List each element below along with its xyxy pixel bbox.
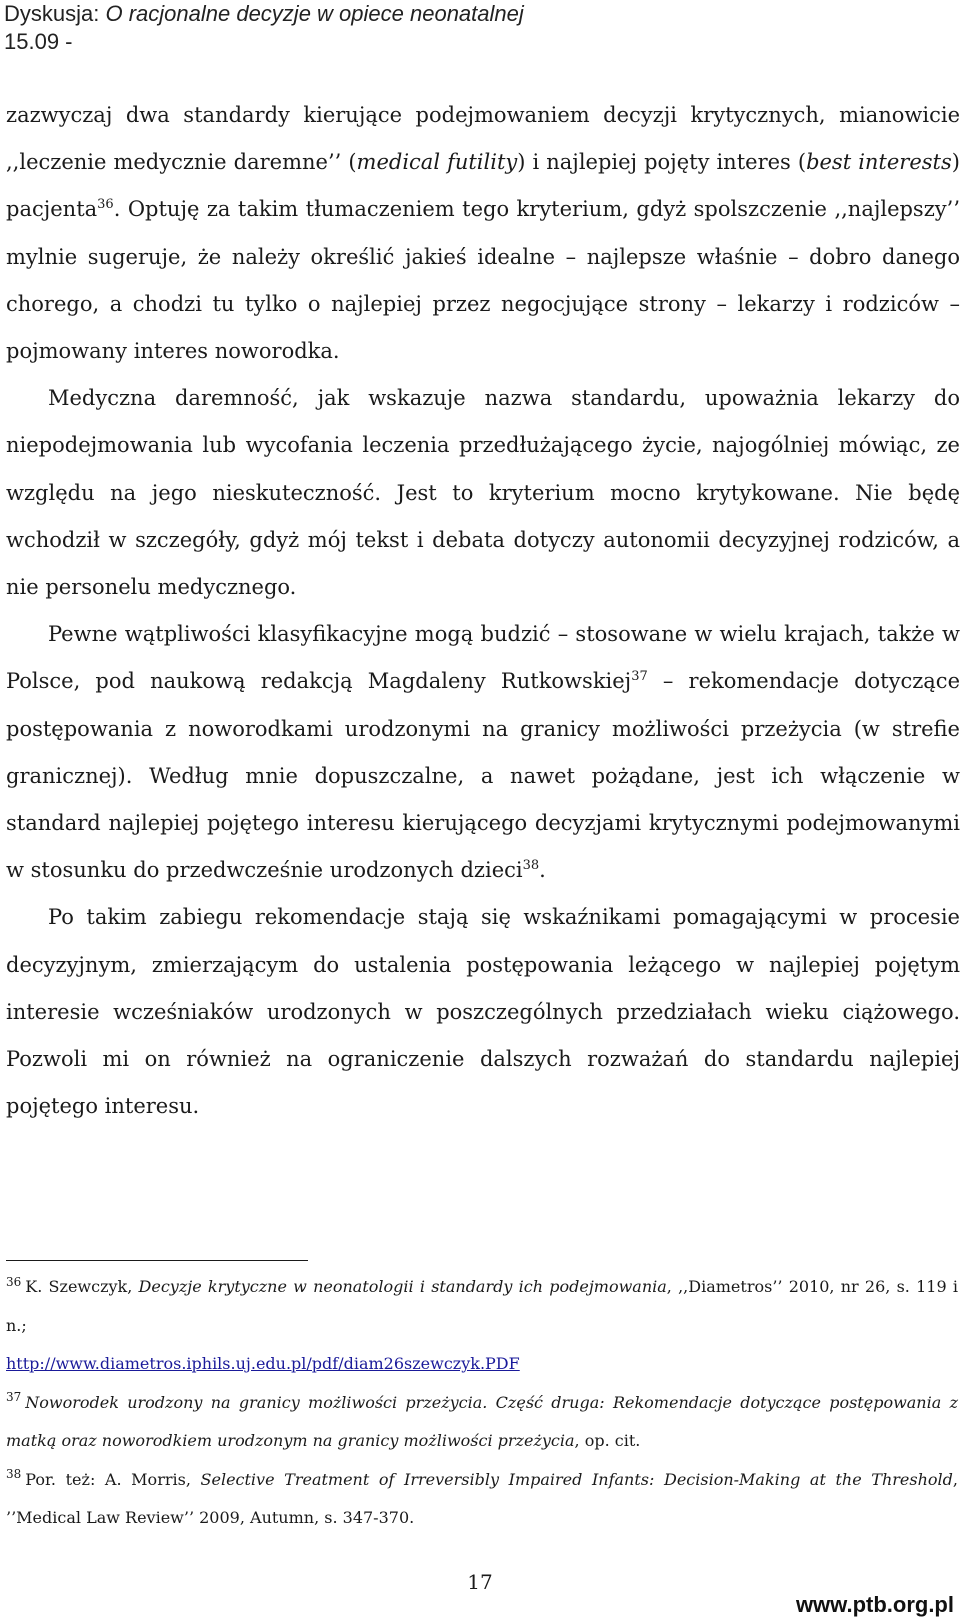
text-run: Por. też: A. Morris, — [25, 1469, 201, 1489]
footnote-number: 36 — [6, 1274, 22, 1289]
header-date: 15.09 - — [4, 29, 73, 54]
header-title-line — [4, 0, 524, 28]
page-header — [4, 0, 524, 56]
text-run-italic: medical futility — [356, 150, 518, 175]
footnote-ref-37[interactable]: 37 — [631, 669, 648, 685]
text-run: . — [539, 858, 546, 883]
paragraph-1 — [6, 92, 960, 375]
text-run: Pewne wątpliwości klasyfikacyjne mogą budzić – stosowane w wielu krajach, także w Polsce, pod naukową redakcją Magdaleny Rutkowskiej — [6, 622, 960, 694]
text-run: zazwyczaj dwa standardy kierujące podejmowaniem decyzji krytycznych, mianowicie ,,leczenie medycznie daremne’’ ( — [6, 103, 960, 175]
paragraph-4: Po takim zabiegu rekomendacje stają się wskaźnikami pomagającymi w procesie decyzyjnym, zmierzającym do ustalenia postępowania leżącego w najlepiej pojętym interesie wcześniaków urodzonych w poszczególnych przedziałach wieku ciążowego. Pozwoli mi on również na ograniczenie dalszych rozważań do standardu najlepiej pojętego interesu. — [6, 905, 960, 1119]
footnote-number: 38 — [6, 1467, 22, 1482]
main-text — [6, 92, 960, 1130]
footnote-divider — [6, 1260, 308, 1261]
paragraph-3 — [6, 611, 960, 894]
header-title: O racjonalne decyzje w opiece neonatalnej — [105, 1, 524, 26]
site-url: www.ptb.org.pl — [795, 1592, 954, 1617]
page-number: 17 — [467, 1570, 493, 1594]
footnote-title: Noworodek urodzony na granicy możliwości przeżycia. Część druga: Rekomendacje dotyczące postępowania z matką oraz noworodkiem urodzonym na granicy możliwości przeżycia — [6, 1392, 958, 1450]
text-run: K. Szewczyk, — [25, 1277, 139, 1296]
footnote-36 — [6, 1268, 958, 1345]
footnote-37 — [6, 1384, 958, 1461]
text-run: , ,,Diametros’’ 2010, nr 26, s. 119 i n.; — [6, 1277, 958, 1335]
text-run: . Optuję za takim tłumaczeniem tego kryterium, gdyż spolszczenie ,,najlepszy’’ mylnie sugeruje, że należy określić jakieś idealne – najlepsze właśnie – dobro danego chorego, a chodzi tu tylko o najlepiej przez negocjujące strony – lekarzy i rodziców – pojmowany interes noworodka. — [6, 197, 960, 364]
text-run: – rekomendacje dotyczące postępowania z noworodkami urodzonymi na granicy możliwości przeżycia (w strefie granicznej). Według mnie dopuszczalne, a nawet pożądane, jest ich włączenie w standard najlepiej pojętego interesu kierującego decyzjami krytycznymi podejmowanymi w stosunku do przedwcześnie urodzonych dzieci — [6, 669, 960, 883]
text-run-italic: best interests — [806, 150, 952, 175]
header-prefix: Dyskusja: — [4, 1, 106, 26]
text-run: , op. cit. — [574, 1431, 641, 1450]
footnotes — [6, 1268, 958, 1538]
footnote-ref-38[interactable]: 38 — [522, 858, 540, 874]
text-run: ) pacjenta — [6, 150, 960, 222]
footnote-ref-36[interactable]: 36 — [97, 197, 114, 213]
text-run: ) i najlepiej pojęty interes ( — [517, 150, 807, 175]
paragraph-2: Medyczna daremność, jak wskazuje nazwa standardu, upoważnia lekarzy do niepodejmowania lub wycofania leczenia przedłużającego życie, najogólniej mówiąc, ze względu na jego nieskuteczność. Jest to kryterium mocno krytykowane. Nie będę wchodził w szczegóły, gdyż mój tekst i debata dotyczy autonomii decyzyjnej rodziców, a nie personelu medycznego. — [6, 386, 960, 600]
text-run: , ’’Medical Law Review’’ 2009, Autumn, s. 347-370. — [6, 1469, 959, 1527]
footnote-title: Selective Treatment of Irreversibly Impaired Infants: Decision-Making at the Threshold — [200, 1469, 953, 1489]
footnote-number: 37 — [6, 1390, 22, 1405]
footnote-title: Decyzje krytyczne w neonatologii i standardy ich podejmowania — [138, 1277, 667, 1296]
footnote-36-link-line — [6, 1345, 958, 1384]
footnote-link[interactable]: http://www.diametros.iphils.uj.edu.pl/pdf/diam26szewczyk.PDF — [6, 1354, 520, 1373]
footnote-38 — [6, 1461, 958, 1538]
